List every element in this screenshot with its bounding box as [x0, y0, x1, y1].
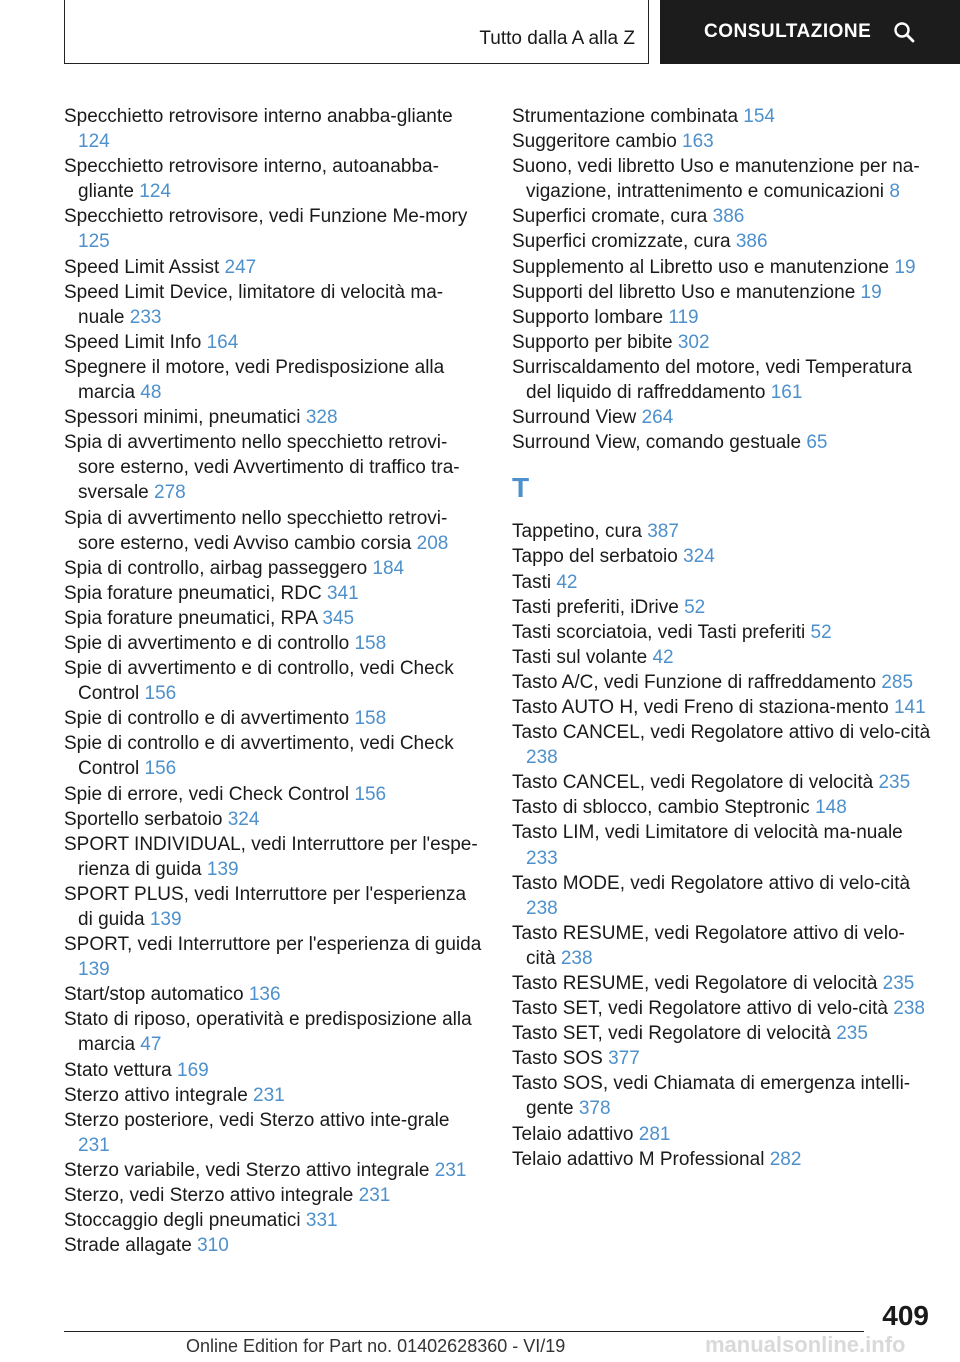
index-entry: [64, 631, 484, 656]
index-entry-text: Spia forature pneumatici, RPA: [64, 607, 318, 629]
index-entry-text: Tappetino, cura: [512, 521, 642, 543]
index-entry: [64, 606, 484, 631]
page-reference-link[interactable]: 161: [770, 382, 803, 404]
index-entry-text: Tasto A/C, vedi Funzione di raffreddamento: [512, 671, 877, 693]
chapter-label: CONSULTAZIONE: [704, 21, 872, 42]
index-entry-text: Tasti scorciatoia, vedi Tasti preferiti: [512, 621, 806, 643]
header-left-rule: [64, 0, 65, 64]
index-entry-text: Spia di avvertimento nello specchietto retrovi-sore esterno, vedi Avviso cambio corsia: [64, 507, 448, 554]
index-entry-text: Tasto MODE, vedi Regolatore attivo di velo-cità: [512, 872, 911, 894]
index-entry: [512, 280, 932, 305]
index-entry: [64, 1208, 484, 1233]
page-reference-link[interactable]: 235: [882, 973, 915, 994]
index-entry: [64, 405, 484, 430]
page-reference-link[interactable]: 148: [815, 797, 847, 819]
page-reference-link[interactable]: 247: [224, 256, 257, 278]
page-reference-link[interactable]: 341: [326, 582, 359, 604]
page-reference-link[interactable]: 158: [354, 708, 387, 730]
header-rule: [64, 63, 648, 64]
index-entry-text: Supporto per bibite: [512, 331, 673, 353]
index-entry: [512, 1046, 932, 1071]
index-entry-text: Speed Limit Device, limitatore di velocità ma-nuale: [64, 281, 444, 328]
index-entry-text: Spessori minimi, pneumatici: [64, 407, 301, 429]
page-reference-link[interactable]: 48: [140, 382, 162, 404]
index-entry: [512, 1147, 932, 1172]
index-entry-text: SPORT PLUS, vedi Interruttore per l'esperienza di guida: [64, 883, 467, 930]
watermark: manualsonline.info: [705, 1332, 906, 1357]
index-entry-text: Spegnere il motore, vedi Predisposizione alla marcia: [64, 356, 445, 404]
index-entry: [512, 129, 932, 154]
chapter-tab[interactable]: [660, 0, 960, 64]
index-entry: [512, 795, 932, 820]
index-entry-text: Sportello serbatoio: [64, 808, 223, 830]
index-entry: [512, 620, 932, 645]
page-reference-link[interactable]: 8: [889, 181, 900, 203]
index-entry: [64, 355, 484, 405]
index-entry-text: Tasto CANCEL, vedi Regolatore di velocità: [512, 772, 874, 794]
index-entry: [512, 971, 932, 996]
page-reference-link[interactable]: 324: [683, 546, 715, 568]
page-reference-link[interactable]: 19: [860, 281, 882, 303]
page-reference-link[interactable]: 264: [641, 407, 674, 429]
index-entry-text: Surriscaldamento del motore, vedi Temperatura del liquido di raffreddamento: [512, 356, 912, 404]
index-entry: [64, 506, 484, 556]
index-entry-text: Tasto di sblocco, cambio Steptronic: [512, 797, 810, 819]
index-entry: [64, 430, 484, 505]
index-entry: [512, 645, 932, 670]
page-reference-link[interactable]: 238: [560, 947, 593, 969]
index-entry-text: Telaio adattivo: [512, 1123, 634, 1145]
index-entry: [512, 670, 932, 695]
index-entry-text: Start/stop automatico: [64, 984, 244, 1006]
index-entry-text: Speed Limit Info: [64, 331, 202, 353]
index-entry: [512, 104, 932, 129]
page-reference-link[interactable]: 231: [78, 1134, 110, 1156]
index-entry-list: [64, 104, 484, 1258]
index-entry: [512, 820, 932, 870]
page-reference-link[interactable]: 377: [608, 1048, 640, 1070]
page-reference-link[interactable]: 278: [154, 482, 186, 504]
page-reference-link[interactable]: 235: [878, 772, 911, 794]
index-entry: [512, 519, 932, 544]
page-reference-link[interactable]: 154: [743, 106, 775, 127]
page-reference-link[interactable]: 65: [806, 432, 828, 454]
index-entry-text: Strade allagate: [64, 1235, 192, 1257]
letter-heading: T: [512, 472, 530, 504]
page-reference-link[interactable]: 285: [881, 671, 914, 693]
page-reference-link[interactable]: 233: [129, 306, 162, 328]
page-reference-link[interactable]: 139: [78, 959, 110, 981]
index-entry: [512, 229, 932, 254]
index-entry-text: Spia di avvertimento nello specchietto retrovi-sore esterno, vedi Avvertimento di traffico tra-sversale: [64, 432, 460, 504]
header-right-rule: [648, 0, 649, 64]
index-entry-text: Tasto AUTO H, vedi Freno di staziona-mento: [512, 696, 889, 718]
index-entry-text: Tasto LIM, vedi Limitatore di velocità ma-nuale: [512, 822, 903, 844]
index-entry-text: Supplemento al Libretto uso e manutenzione: [512, 256, 890, 278]
index-entry: [64, 104, 484, 154]
index-entry-text: Tasto RESUME, vedi Regolatore attivo di velo-cità: [512, 922, 905, 969]
index-entry-text: Sterzo posteriore, vedi Sterzo attivo inte-grale: [64, 1109, 450, 1131]
page-reference-link[interactable]: 156: [144, 758, 177, 780]
index-entry: [512, 720, 932, 770]
page-reference-link[interactable]: 164: [206, 331, 239, 353]
index-entry-text: Telaio adattivo M Professional: [512, 1148, 765, 1170]
index-entry-text: Stato vettura: [64, 1059, 172, 1081]
page-reference-link[interactable]: 47: [140, 1034, 162, 1056]
page-reference-link[interactable]: 119: [668, 306, 699, 328]
index-entry-text: Supporti del libretto Uso e manutenzione: [512, 281, 856, 303]
page-reference-link[interactable]: 281: [638, 1123, 671, 1145]
index-entry-text: Tasto CANCEL, vedi Regolatore attivo di velo-cità: [512, 722, 931, 744]
page-reference-link[interactable]: 238: [526, 747, 558, 769]
index-entry-text: Sterzo, vedi Sterzo attivo integrale: [64, 1185, 354, 1207]
page-reference-link[interactable]: 328: [305, 407, 338, 429]
index-entry-text: Stato di riposo, operatività e predisposizione alla marcia: [64, 1009, 472, 1056]
index-entry-text: Spia di controllo, airbag passeggero: [64, 557, 368, 579]
index-entry-list: [512, 519, 932, 1171]
index-entry-text: Spie di errore, vedi Check Control: [64, 783, 350, 805]
index-entry-text: Speed Limit Assist: [64, 256, 220, 278]
page-reference-link[interactable]: 324: [227, 808, 260, 830]
page-reference-link[interactable]: 386: [712, 206, 745, 228]
index-entry-text: Sterzo variabile, vedi Sterzo attivo integrale: [64, 1159, 430, 1181]
page-reference-link[interactable]: 378: [578, 1098, 611, 1120]
index-entry: [512, 355, 932, 405]
index-entry-text: Surround View: [512, 407, 637, 429]
page-reference-link[interactable]: 238: [526, 897, 558, 919]
index-entry-text: Tasto SET, vedi Regolatore attivo di velo-cità: [512, 998, 888, 1020]
index-entry: [64, 807, 484, 832]
index-entry: [512, 305, 932, 330]
page-reference-link[interactable]: 331: [305, 1210, 338, 1232]
page-reference-link[interactable]: 19: [894, 256, 916, 278]
page-reference-link[interactable]: 139: [149, 909, 182, 930]
index-entry: [64, 1058, 484, 1083]
index-entry-text: SPORT, vedi Interruttore per l'esperienza di guida: [64, 934, 482, 956]
index-entry: [64, 581, 484, 606]
index-entry-text: SPORT INDIVIDUAL, vedi Interruttore per l'espe-rienza di guida: [64, 833, 478, 880]
index-entry: [512, 1122, 932, 1147]
index-entry-text: Tasto SOS: [512, 1048, 603, 1070]
index-entry-text: Supporto lombare: [512, 306, 664, 328]
edition-footer: Online Edition for Part no. 01402628360 - VI/19: [186, 1336, 566, 1356]
index-entry: [64, 154, 484, 204]
index-entry-text: Tasti sul volante: [512, 646, 648, 668]
index-entry: [64, 255, 484, 280]
index-entry: [512, 871, 932, 921]
page-reference-link[interactable]: 238: [893, 998, 925, 1020]
page-reference-link[interactable]: 184: [372, 557, 405, 579]
index-entry: [64, 1007, 484, 1057]
index-entry: [64, 1183, 484, 1208]
index-entry-text: Stoccaggio degli pneumatici: [64, 1210, 301, 1232]
index-entry-text: Specchietto retrovisore interno anabba-gliante: [64, 106, 453, 127]
index-entry: [64, 656, 484, 706]
index-entry: [64, 932, 484, 982]
index-entry: [64, 731, 484, 781]
index-entry: [512, 770, 932, 795]
index-entry-text: Tasto RESUME, vedi Regolatore di velocità: [512, 973, 878, 994]
index-entry-text: Specchietto retrovisore, vedi Funzione Me-mory: [64, 206, 468, 228]
index-entry-text: Tasto SET, vedi Regolatore di velocità: [512, 1023, 831, 1045]
index-entry: [512, 695, 932, 720]
index-entry: [64, 982, 484, 1007]
index-entry-list: [512, 104, 932, 455]
index-entry-text: Spie di avvertimento e di controllo: [64, 632, 350, 654]
page-reference-link[interactable]: 386: [735, 231, 768, 253]
page-reference-link[interactable]: 163: [682, 131, 714, 153]
index-entry: [512, 405, 932, 430]
index-entry: [512, 330, 932, 355]
search-icon: [893, 21, 915, 43]
index-entry: [512, 921, 932, 971]
page-reference-link[interactable]: 282: [769, 1148, 802, 1170]
page-reference-link[interactable]: 231: [253, 1084, 285, 1106]
index-entry: [64, 330, 484, 355]
index-entry: [512, 154, 932, 204]
index-entry: [64, 280, 484, 330]
page-reference-link[interactable]: 169: [177, 1059, 209, 1081]
index-entry-text: Specchietto retrovisore interno, autoanabba-gliante: [64, 156, 439, 203]
index-entry: [512, 570, 932, 595]
page-reference-link[interactable]: 158: [354, 632, 387, 654]
index-entry-text: Suono, vedi libretto Uso e manutenzione per na-vigazione, intrattenimento e comunicazioni: [512, 156, 920, 203]
page-reference-link[interactable]: 124: [78, 131, 110, 153]
page-reference-link[interactable]: 139: [206, 858, 239, 880]
page-reference-link[interactable]: 125: [78, 231, 110, 253]
index-entry: [64, 832, 484, 882]
index-entry: [512, 996, 932, 1021]
index-entry-text: Surround View, comando gestuale: [512, 432, 802, 454]
page-reference-link[interactable]: 141: [893, 696, 926, 718]
page-reference-link[interactable]: 208: [416, 532, 449, 554]
page-reference-link[interactable]: 124: [139, 181, 171, 203]
index-entry-text: Superfici cromizzate, cura: [512, 231, 731, 253]
index-entry-text: Suggeritore cambio: [512, 131, 677, 153]
index-entry: [512, 1071, 932, 1121]
page-reference-link[interactable]: 345: [322, 607, 355, 629]
index-entry-text: Tappo del serbatoio: [512, 546, 678, 568]
index-entry: [512, 430, 932, 455]
page-reference-link[interactable]: 235: [836, 1023, 868, 1045]
index-column-left: [64, 104, 484, 1258]
section-label: Tutto dalla A alla Z: [479, 28, 635, 49]
index-entry: [64, 1158, 484, 1183]
index-entry: [64, 204, 484, 254]
page-reference-link[interactable]: 231: [434, 1159, 467, 1181]
index-entry-text: Spie di avvertimento e di controllo, vedi Check Control: [64, 658, 454, 705]
index-entry: [512, 1021, 932, 1046]
index-entry: [64, 556, 484, 581]
index-entry-text: Strumentazione combinata: [512, 106, 739, 127]
index-entry-text: Spie di controllo e di avvertimento, vedi Check Control: [64, 733, 454, 780]
page-reference-link[interactable]: 156: [144, 683, 177, 705]
index-entry: [512, 204, 932, 229]
index-entry: [64, 882, 484, 932]
index-entry-text: Tasti: [512, 571, 552, 593]
index-entry: [64, 1083, 484, 1108]
index-entry: [512, 255, 932, 280]
index-entry-text: Superfici cromate, cura: [512, 206, 708, 228]
page-reference-link[interactable]: 136: [248, 984, 281, 1006]
page-reference-link[interactable]: 302: [677, 331, 710, 353]
index-entry-text: Tasto SOS, vedi Chiamata di emergenza intelli-gente: [512, 1073, 911, 1120]
index-entry: [512, 595, 932, 620]
index-entry: [64, 1108, 484, 1158]
index-entry: [64, 706, 484, 731]
index-entry-text: Tasti preferiti, iDrive: [512, 596, 679, 618]
index-entry: [512, 544, 932, 569]
page-reference-link[interactable]: 310: [197, 1235, 229, 1257]
index-entry: [64, 1233, 484, 1258]
page-reference-link[interactable]: 52: [684, 596, 706, 618]
index-column-right: [512, 104, 932, 1172]
page-reference-link[interactable]: 42: [556, 571, 578, 593]
page-reference-link[interactable]: 231: [358, 1185, 391, 1207]
index-entry-text: Spia forature pneumatici, RDC: [64, 582, 322, 604]
page-reference-link[interactable]: 387: [647, 521, 679, 543]
index-entry: [64, 782, 484, 807]
index-entry-text: Spie di controllo e di avvertimento: [64, 708, 350, 730]
page-reference-link[interactable]: 233: [526, 847, 558, 869]
index-entry-text: Sterzo attivo integrale: [64, 1084, 248, 1106]
page-reference-link[interactable]: 156: [354, 783, 387, 805]
page-reference-link[interactable]: 42: [652, 646, 674, 668]
page-number: 409: [882, 1300, 929, 1331]
page-reference-link[interactable]: 52: [810, 621, 832, 643]
